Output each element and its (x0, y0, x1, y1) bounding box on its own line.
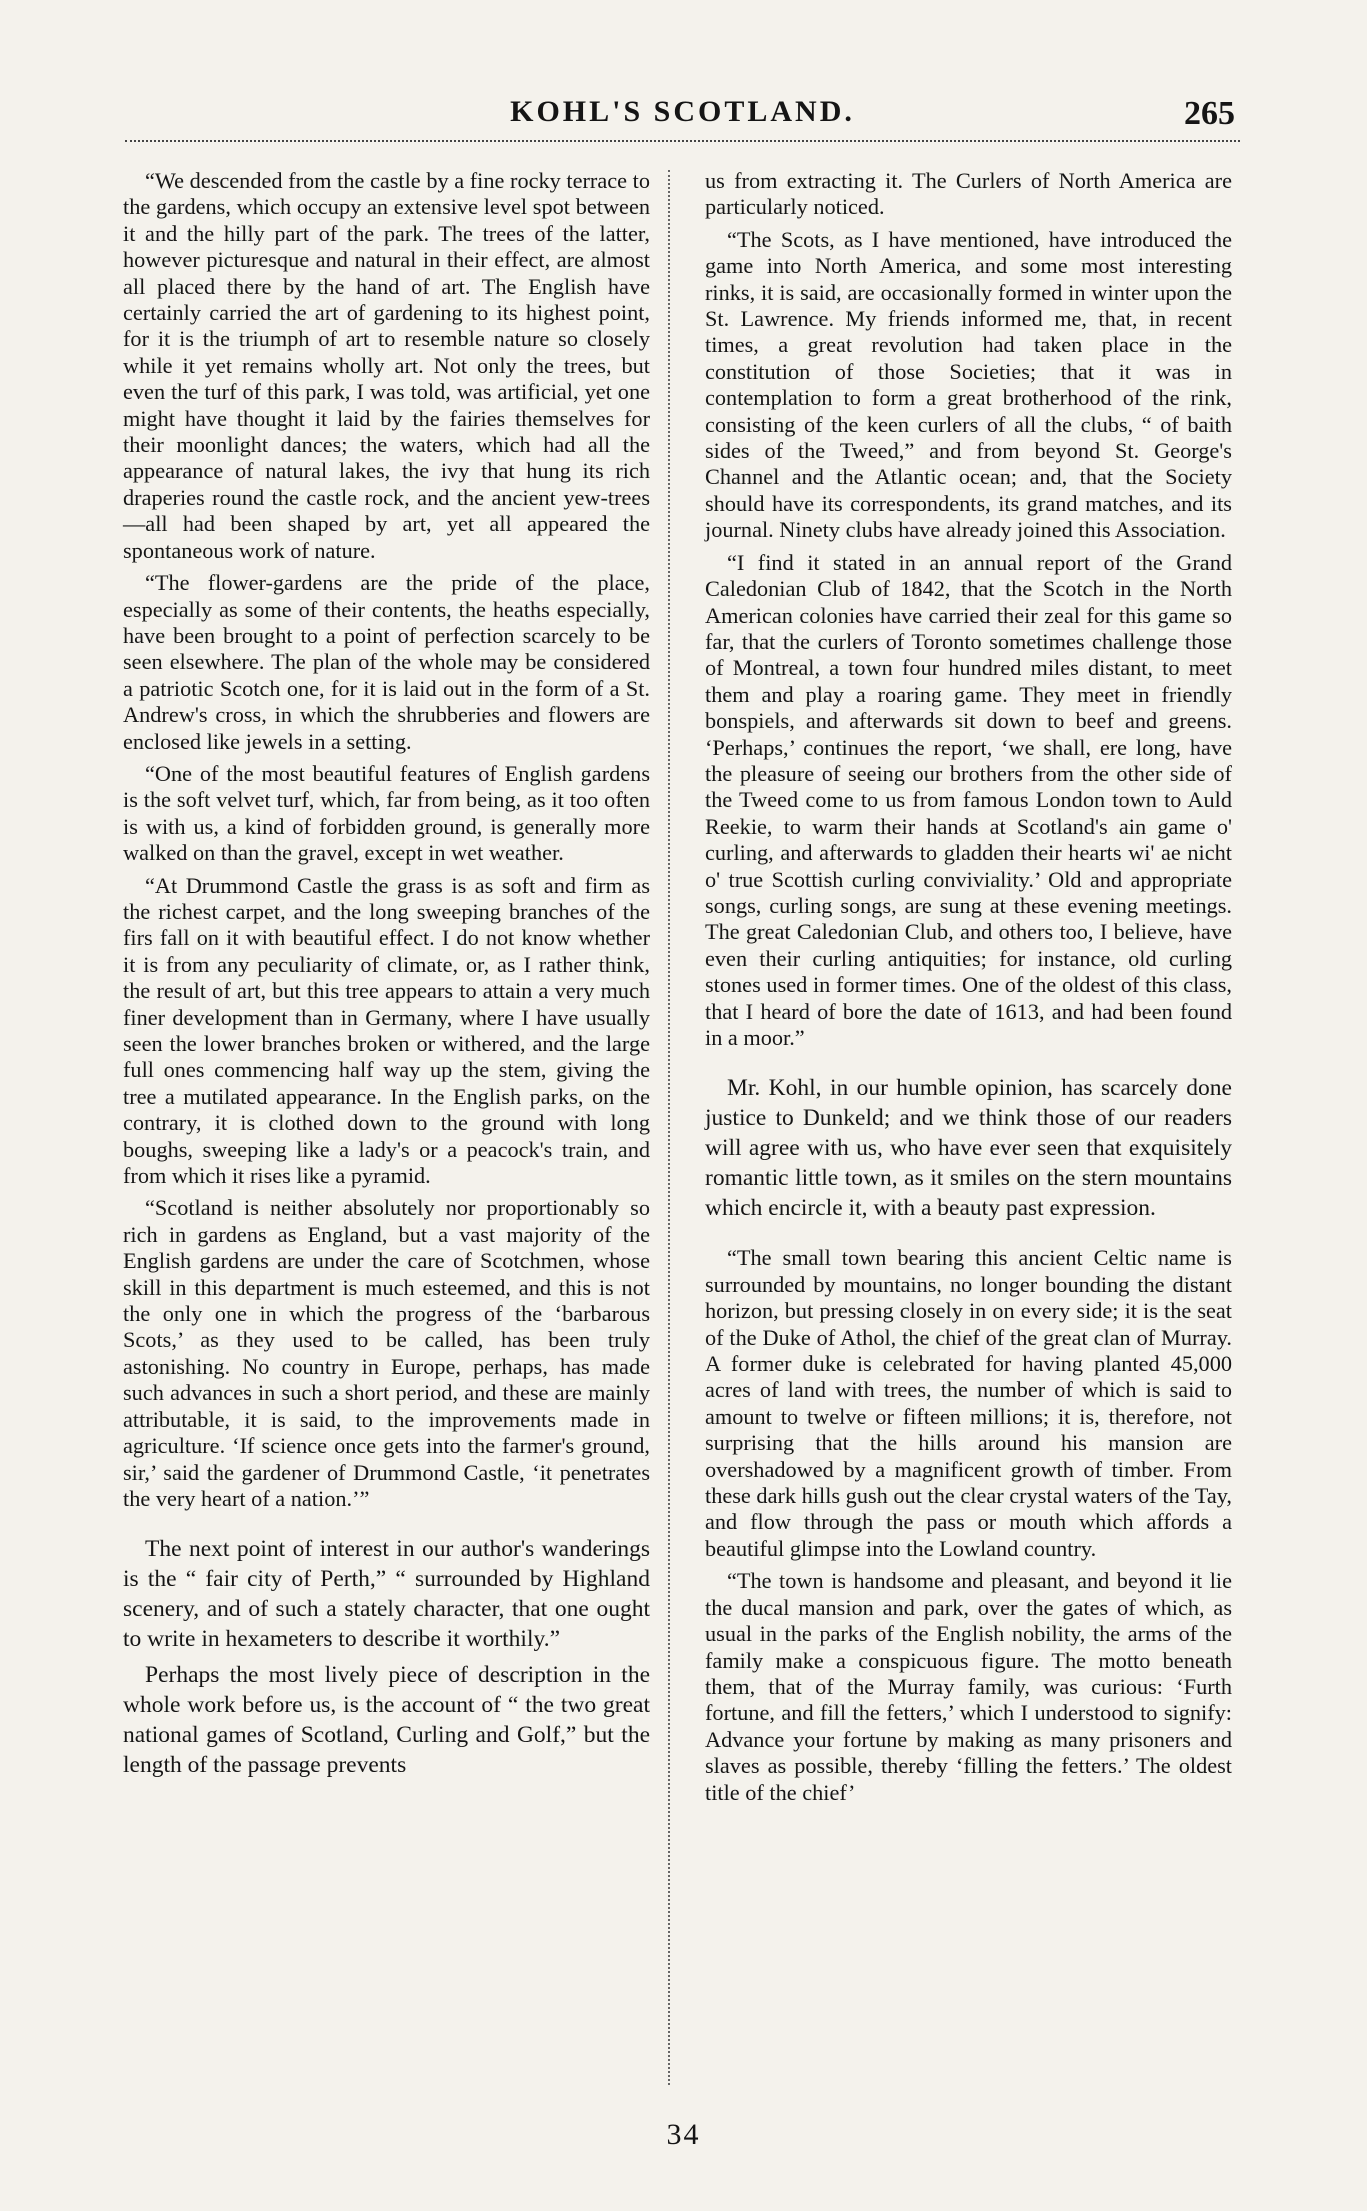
signature-mark: 34 (666, 2118, 701, 2151)
paragraph: “Scotland is neither absolutely nor proportionably so rich in gardens as England, but a vast majority of the English gardens are under the care of Scotchmen, whose skill in this department is much esteemed, and this is not the only one in which the progress of the ‘barbarous Scots,’ as they used to be called, has been truly astonishing. No country in Europe, perhaps, has made such advances in such a short period, and these are mainly attributable, it is said, to the improvements made in agriculture. ‘If science once gets into the farmer's ground, sir,’ said the gardener of Drummond Castle, ‘it penetrates the very heart of a nation.’” (123, 1195, 650, 1511)
paragraph: us from extracting it. The Curlers of North America are particularly noticed. (705, 168, 1232, 220)
paragraph: Mr. Kohl, in our humble opinion, has scarcely done justice to Dunkeld; and we think those of our readers will agree with us, who have ever seen that exquisitely romantic little town, as it smiles on the stern mountains which encircle it, with a beauty past expression. (705, 1075, 1232, 1222)
running-title: KOHL'S SCOTLAND. (510, 95, 855, 128)
paragraph: “I find it stated in an annual report of the Grand Caledonian Club of 1842, that the Scotch in the North American colonies have carried their zeal for this game so far, that the curlers of Toronto sometimes challenge those of Montreal, a town four hundred miles distant, to meet them and play a roaring game. They meet in friendly bonspiels, and afterwards sit down to beef and greens. ‘Perhaps,’ continues the report, ‘we shall, ere long, have the pleasure of seeing our brothers from the other side of the Tweed come to us from famous London town to Auld Reekie, to warm their hands at Scotland's ain game o' curling, and afterwards to gladden their hearts wi' ae nicht o' true Scottish curling conviviality.’ Old and appropriate songs, curling songs, are sung at these evening meetings. The great Caledonian Club, and others too, I believe, have even their curling antiquities; for instance, old curling stones used in former times. One of the oldest of this class, that I heard of bore the date of 1613, and had been found in a moor.” (705, 549, 1232, 1050)
page-header (130, 95, 1235, 145)
paragraph: “The small town bearing this ancient Celtic name is surrounded by mountains, no longer bounding the distant horizon, but pressing closely in on every side; it is the seat of the Duke of Athol, the chief of the great clan of Murray. A former duke is celebrated for having planted 45,000 acres of land with trees, the number of which is said to amount to twelve or fifteen millions; it is, therefore, not surprising that the hills around his mansion are overshadowed by a magnificent growth of timber. From these dark hills gush out the clear crystal waters of the Tay, and flow through the pass or mouth which affords a beautiful glimpse into the Lowland country. (705, 1245, 1232, 1561)
paragraph: “The flower-gardens are the pride of the place, especially as some of their contents, the heaths especially, have been brought to a point of perfection scarcely to be seen elsewhere. The plan of the whole may be considered a patriotic Scotch one, for it is laid out in the form of a St. Andrew's cross, in which the shrubberies and flowers are enclosed like jewels in a setting. (123, 570, 650, 754)
right-column (705, 168, 1232, 1812)
header-rule (125, 140, 1240, 142)
paragraph: “The town is handsome and pleasant, and beyond it lie the ducal mansion and park, over the gates of which, as usual in the parks of the English nobility, the arms of the family make a conspicuous figure. The motto beneath them, that of the Murray family, was curious: ‘Furth fortune, and fill the fetters,’ which I understood to signify: Advance your fortune by making as many prisoners and slaves as possible, thereby ‘filling the fetters.’ The oldest title of the chief’ (705, 1568, 1232, 1805)
column-divider (668, 170, 670, 2085)
paragraph: “We descended from the castle by a fine rocky terrace to the gardens, which occupy an extensive level spot between it and the hilly part of the park. The trees of the latter, however picturesque and natural in their effect, are almost all placed there by the hand of art. The English have certainly carried the art of gardening to its highest point, for it is the triumph of art to resemble nature so closely while it yet remains wholly art. Not only the trees, but even the turf of this park, I was told, was artificial, yet one might have thought it laid by the fairies themselves for their moonlight dances; the waters, which had all the appearance of natural lakes, the ivy that hung its rich draperies round the castle rock, and the ancient yew-trees—all had been shaped by art, yet all appeared the spontaneous work of nature. (123, 168, 650, 563)
paragraph: “One of the most beautiful features of English gardens is the soft velvet turf, which, far from being, as it too often is with us, a kind of forbidden ground, is generally more walked on than the gravel, except in wet weather. (123, 760, 650, 866)
paragraph: “At Drummond Castle the grass is as soft and firm as the richest carpet, and the long sweeping branches of the firs fall on it with beautiful effect. I do not know whether it is from any peculiarity of climate, or, as I rather think, the result of art, but this tree appears to attain a very much finer development than in Germany, where I have usually seen the lower branches broken or withered, and the large full ones commencing half way up the stem, giving the tree a mutilated appearance. In the English parks, on the contrary, it is clothed down to the ground with long boughs, sweeping like a lady's or a peacock's train, and from which it rises like a pyramid. (123, 872, 650, 1189)
paragraph: The next point of interest in our author's wanderings is the “ fair city of Perth,” “ surrounded by Highland scenery, and of such a stately character, that one ought to write in hexameters to describe it worthily.” (123, 1536, 650, 1653)
page-number: 265 (1184, 95, 1235, 132)
left-column (123, 168, 650, 1786)
paragraph: Perhaps the most lively piece of description in the whole work before us, is the account of “ the two great national games of Scotland, Curling and Golf,” but the length of the passage prevents (123, 1662, 650, 1779)
paragraph: “The Scots, as I have mentioned, have introduced the game into North America, and some most interesting rinks, it is said, are occasionally formed in winter upon the St. Lawrence. My friends informed me, that, in recent times, a great revolution had taken place in the constitution of those Societies; that it was in contemplation to form a great brotherhood of the rink, consisting of the keen curlers of all the clubs, “ of baith sides of the Tweed,” and from beyond St. George's Channel and the Atlantic ocean; and, that the Society should have its correspondents, its grand matches, and its journal. Ninety clubs have already joined this Association. (705, 226, 1232, 543)
